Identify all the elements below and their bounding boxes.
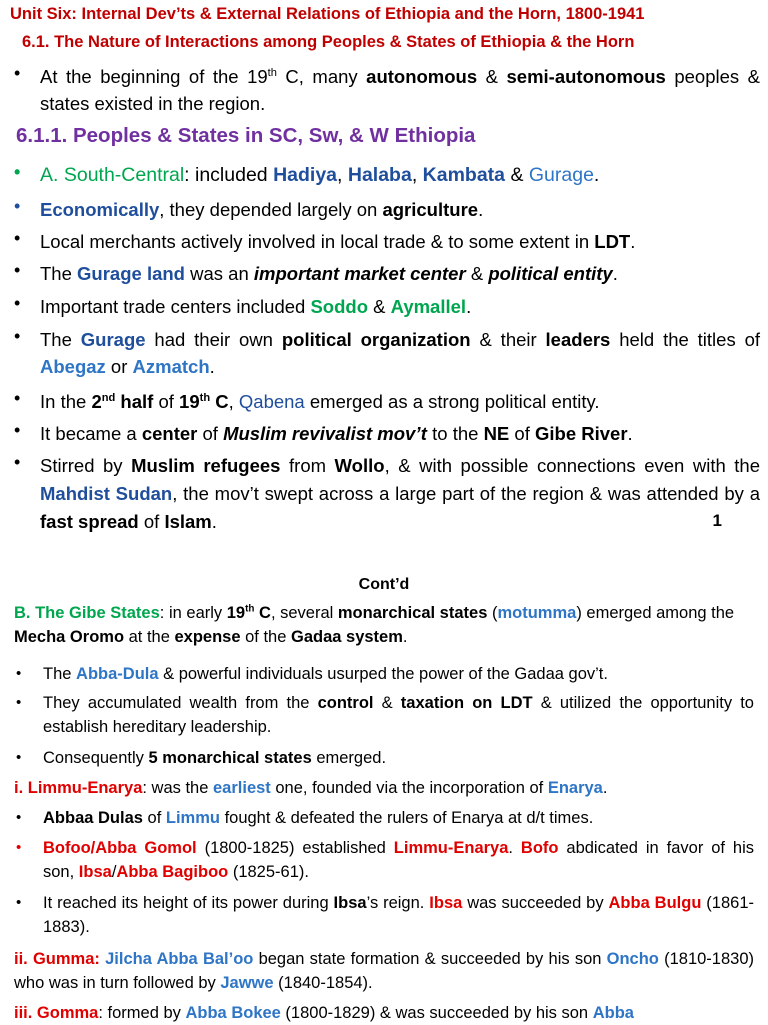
bullet-dot: • (16, 839, 22, 856)
gibe-states-intro: B. The Gibe States: in early 19th C, several monarchical states (motumma) emerged among the Mecha Oromo at the expense of the Gadaa system. (14, 603, 735, 646)
bullet-ibsa-reign: • It reached its height of its power during Ibsa’s reign. Ibsa was succeeded by Abba Bulgu (1861-1883). (0, 891, 768, 939)
bullet-qabena: • In the 2nd half of 19th C, Qabena emerged as a strong political entity. (14, 388, 600, 412)
page-number: 1 (712, 511, 722, 530)
slide-2 (0, 571, 768, 1024)
unit-heading: Unit Six: Internal Dev’ts & External Relations of Ethiopia and the Horn, 1800-1941 (10, 5, 645, 23)
bullet-dot: • (14, 293, 21, 313)
bullet-gurage-land: • The Gurage land was an important market center & political entity. (14, 260, 618, 284)
bullet-mahdist: • Stirred by Muslim refugees from Wollo, & with possible connections even with the Mahdist Sudan, the mov’t swept across a large part of the region & was attended by a fast spread of Islam. (14, 452, 760, 532)
gumma-heading: ii. Gumma: Jilcha Abba Bal’oo began state formation & succeeded by his son Oncho (1810-1830) who was in turn followed by Jawwe (1840-1854). (14, 950, 754, 992)
bullet-intro: • At the beginning of the 19th C, many autonomous & semi-autonomous peoples & states existed in the region. (14, 63, 760, 114)
bullet-merchants: • Local merchants actively involved in local trade & to some extent in LDT. (14, 228, 636, 252)
section-title: 6.1.1. Peoples & States in SC, Sw, & W Ethiopia (16, 124, 476, 147)
bullet-south-central: • A. South-Central: included Hadiya, Halaba, Kambata & Gurage. (14, 162, 600, 186)
bullet-dot: • (16, 665, 22, 682)
gomma-heading: iii. Gomma: formed by Abba Bokee (1800-1829) & was succeeded by his son Abba (14, 1004, 634, 1022)
bullet-dot: • (14, 388, 21, 408)
bullet-economy: • Economically, they depended largely on agriculture. (14, 196, 484, 220)
subunit-heading: 6.1. The Nature of Interactions among Peoples & States of Ethiopia & the Horn (22, 33, 635, 51)
bullet-dot: • (14, 162, 21, 182)
bullet-dot: • (14, 326, 21, 346)
bullet-dot: • (16, 809, 22, 826)
bullet-abbaa-dulas: • Abbaa Dulas of Limmu fought & defeated the rulers of Enarya at d/t times. (0, 806, 768, 830)
bullet-dot: • (14, 228, 21, 248)
bullet-dot: • (14, 260, 21, 280)
bullet-dot: • (16, 894, 22, 911)
bullet-bofoo: • Bofoo/Abba Gomol (1800-1825) established Limmu-Enarya. Bofo abdicated in favor of his son, Ibsa/Abba Bagiboo (1825-61). (0, 836, 768, 884)
bullet-muslim-revival: • It became a center of Muslim revivalist mov’t to the NE of Gibe River. (14, 420, 633, 444)
bullet-dot: • (14, 196, 21, 216)
bullet-wealth: • They accumulated wealth from the control & taxation on LDT & utilized the opportunity to establish hereditary leadership. (0, 691, 768, 739)
limmu-enarya-heading: i. Limmu-Enarya: was the earliest one, founded via the incorporation of Enarya. (14, 779, 608, 797)
bullet-gurage-organization: • The Gurage had their own political organization & their leaders held the titles of Abegaz or Azmatch. (14, 326, 760, 377)
bullet-five-states: • Consequently 5 monarchical states emerged. (0, 746, 768, 770)
bullet-dot: • (16, 749, 22, 766)
bullet-dot: • (14, 452, 21, 472)
bullet-abba-dula: • The Abba-Dula & powerful individuals usurped the power of the Gadaa gov’t. (0, 662, 768, 686)
bullet-dot: • (14, 63, 21, 83)
contd-title: Cont’d (358, 576, 410, 593)
bullet-dot: • (16, 694, 22, 711)
bullet-dot: • (14, 420, 21, 440)
bullet-trade-centers: • Important trade centers included Soddo & Aymallel. (14, 293, 472, 317)
